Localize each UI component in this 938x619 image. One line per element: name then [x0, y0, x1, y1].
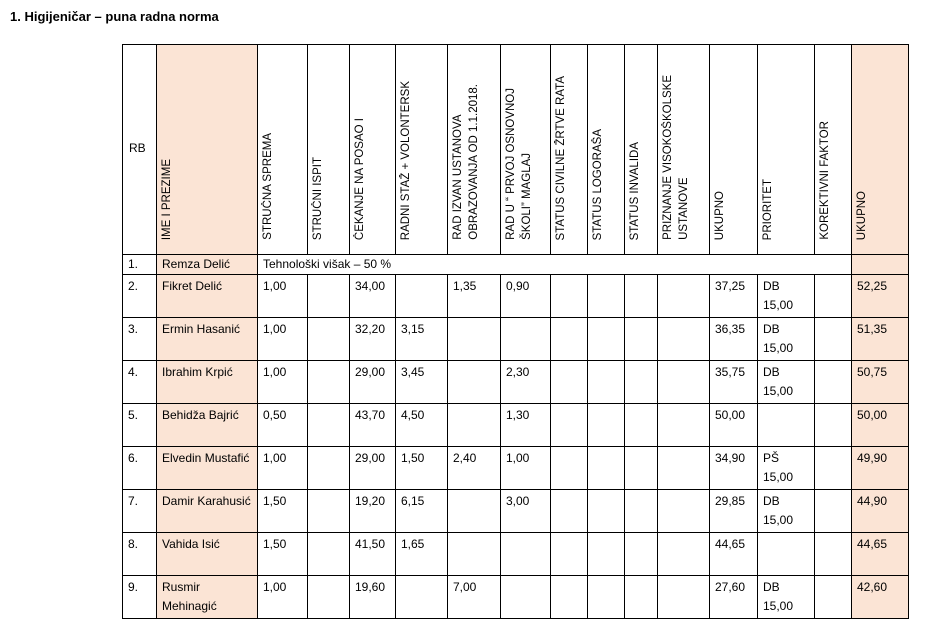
table-cell	[588, 576, 625, 619]
column-header-label: STATUS CIVILNE ŽRTVE RATA	[555, 75, 567, 240]
row-number: 6.	[123, 447, 157, 490]
row-number: 7.	[123, 490, 157, 533]
table-cell: 41,50	[350, 533, 396, 576]
table-cell	[625, 576, 658, 619]
table-cell	[815, 447, 852, 490]
table-cell: 27,60	[710, 576, 758, 619]
column-header	[815, 45, 852, 255]
table-cell	[625, 275, 658, 318]
column-header	[758, 45, 815, 255]
table-row	[123, 533, 909, 576]
table-cell	[308, 490, 350, 533]
table-cell: 29,00	[350, 447, 396, 490]
column-header	[350, 45, 396, 255]
column-header	[710, 45, 758, 255]
table-cell: 43,70	[350, 404, 396, 447]
table-cell	[448, 490, 501, 533]
table-cell: 1,00	[258, 275, 308, 318]
table-cell: PŠ 15,00	[758, 447, 815, 490]
table-row	[123, 318, 909, 361]
table-cell: 3,00	[501, 490, 551, 533]
table-cell: 37,25	[710, 275, 758, 318]
table-cell: 50,00	[710, 404, 758, 447]
table-cell	[308, 447, 350, 490]
table-cell	[396, 275, 448, 318]
ranking-table	[122, 44, 909, 619]
table-cell	[758, 404, 815, 447]
table-cell	[815, 361, 852, 404]
table-cell: 29,00	[350, 361, 396, 404]
table-cell: 32,20	[350, 318, 396, 361]
table-cell: 35,75	[710, 361, 758, 404]
table-cell: 1,50	[258, 490, 308, 533]
column-header-label: IME I PREZIME	[161, 158, 173, 240]
table-cell	[625, 361, 658, 404]
column-header	[157, 45, 258, 255]
employee-name: Damir Karahusić	[157, 490, 258, 533]
table-cell	[625, 404, 658, 447]
table-cell	[396, 576, 448, 619]
column-header-label: RAD IZVAN USTANOVA OBRAZOVANJA OD 1.1.2018.	[452, 84, 480, 240]
column-header-label: UKUPNO	[714, 190, 726, 240]
table-cell: DB 15,00	[758, 361, 815, 404]
total-cell: 44,90	[852, 490, 909, 533]
column-header-label: PRIZNANJE VISOKOŠKOLSKE USTANOVE	[662, 75, 690, 240]
table-cell	[658, 447, 710, 490]
table-cell: 34,00	[350, 275, 396, 318]
table-cell	[815, 404, 852, 447]
table-cell: DB 15,00	[758, 275, 815, 318]
table-cell: 1,00	[501, 447, 551, 490]
column-header	[625, 45, 658, 255]
employee-name: Ermin Hasanić	[157, 318, 258, 361]
table-cell: 1,00	[258, 576, 308, 619]
employee-name: Fikret Delić	[157, 275, 258, 318]
table-cell: 1,50	[258, 533, 308, 576]
table-cell: 6,15	[396, 490, 448, 533]
table-cell	[815, 318, 852, 361]
table-cell: 1,00	[258, 447, 308, 490]
row-number: 1.	[123, 255, 157, 275]
table-cell	[308, 361, 350, 404]
table-cell	[551, 404, 588, 447]
table-cell	[625, 533, 658, 576]
table-cell	[658, 576, 710, 619]
column-header: RB	[123, 45, 157, 255]
table-cell	[551, 490, 588, 533]
table-cell	[658, 404, 710, 447]
table-cell: 0,90	[501, 275, 551, 318]
total-cell: 50,75	[852, 361, 909, 404]
column-header-label: STRUČNA SPREMA	[262, 133, 274, 240]
column-header	[258, 45, 308, 255]
row-note: Tehnološki višak – 50 %	[258, 255, 852, 275]
column-header	[658, 45, 710, 255]
row-number: 9.	[123, 576, 157, 619]
table-cell	[448, 318, 501, 361]
table-cell	[588, 318, 625, 361]
table-cell: 1,00	[258, 318, 308, 361]
table-cell	[588, 447, 625, 490]
table-cell: 3,45	[396, 361, 448, 404]
table-cell	[625, 447, 658, 490]
total-cell	[852, 255, 909, 275]
table-cell	[308, 404, 350, 447]
table-cell	[501, 533, 551, 576]
column-header	[396, 45, 448, 255]
table-cell: 2,40	[448, 447, 501, 490]
table-cell	[308, 576, 350, 619]
table-cell	[308, 533, 350, 576]
table-cell	[625, 490, 658, 533]
table-cell	[308, 318, 350, 361]
table-cell: 2,30	[501, 361, 551, 404]
table-cell	[448, 404, 501, 447]
table-row	[123, 447, 909, 490]
table-cell	[588, 533, 625, 576]
column-header-label: RADNI STAŽ + VOLONTERSK	[400, 80, 412, 240]
column-header	[448, 45, 501, 255]
total-cell: 49,90	[852, 447, 909, 490]
table-cell	[551, 275, 588, 318]
table-cell	[448, 533, 501, 576]
table-cell	[815, 275, 852, 318]
row-number: 3.	[123, 318, 157, 361]
row-number: 8.	[123, 533, 157, 576]
column-header-label: KOREKTIVNI FAKTOR	[819, 121, 831, 240]
table-row	[123, 576, 909, 619]
table-cell: 7,00	[448, 576, 501, 619]
table-cell	[588, 404, 625, 447]
column-header-label: RAD U “ PRVOJ OSNOVNOJ ŠKOLI” MAGLAJ	[505, 88, 533, 240]
column-header-label: PRIORITET	[762, 178, 774, 240]
column-header-label: ČEKANJE NA POSAO I	[354, 117, 366, 240]
column-header	[588, 45, 625, 255]
table-cell	[815, 490, 852, 533]
employee-name: Vahida Isić	[157, 533, 258, 576]
total-cell: 51,35	[852, 318, 909, 361]
table-cell	[758, 533, 815, 576]
total-cell: 52,25	[852, 275, 909, 318]
table-row	[123, 404, 909, 447]
table-cell	[588, 361, 625, 404]
total-cell: 44,65	[852, 533, 909, 576]
table-cell: 1,35	[448, 275, 501, 318]
table-cell: 44,65	[710, 533, 758, 576]
row-number: 2.	[123, 275, 157, 318]
row-number: 5.	[123, 404, 157, 447]
table-cell	[588, 490, 625, 533]
table-cell	[448, 361, 501, 404]
row-number: 4.	[123, 361, 157, 404]
table-cell	[551, 533, 588, 576]
column-header-label: STATUS LOGORAŠA	[592, 128, 604, 240]
table-row	[123, 255, 909, 275]
table-cell: 3,15	[396, 318, 448, 361]
column-header-label: UKUPNO	[856, 190, 868, 240]
employee-name: Ibrahim Krpić	[157, 361, 258, 404]
table-row	[123, 275, 909, 318]
column-header	[501, 45, 551, 255]
table-cell: 29,85	[710, 490, 758, 533]
table-cell: 19,20	[350, 490, 396, 533]
employee-name: Rusmir Mehinagić	[157, 576, 258, 619]
table-cell	[815, 533, 852, 576]
table-cell	[551, 361, 588, 404]
column-header	[551, 45, 588, 255]
table-cell: 1,65	[396, 533, 448, 576]
header-row	[123, 45, 909, 255]
table-row	[123, 361, 909, 404]
employee-name: Remza Delić	[157, 255, 258, 275]
employee-name: Elvedin Mustafić	[157, 447, 258, 490]
total-cell: 42,60	[852, 576, 909, 619]
employee-name: Behidža Bajrić	[157, 404, 258, 447]
column-header-label: STRUČNI ISPIT	[312, 156, 324, 240]
column-header-label: STATUS INVALIDA	[629, 141, 641, 240]
page-heading: 1. Higijeničar – puna radna norma	[10, 9, 219, 24]
table-cell: 4,50	[396, 404, 448, 447]
table-cell	[658, 361, 710, 404]
table-cell	[658, 533, 710, 576]
table-cell: 36,35	[710, 318, 758, 361]
table-cell: 1,50	[396, 447, 448, 490]
table-row	[123, 490, 909, 533]
table-cell	[815, 576, 852, 619]
table-cell	[658, 490, 710, 533]
table-cell	[551, 576, 588, 619]
table-cell	[501, 318, 551, 361]
table-cell: 1,00	[258, 361, 308, 404]
table-cell: 0,50	[258, 404, 308, 447]
table-cell: 34,90	[710, 447, 758, 490]
table-cell: DB 15,00	[758, 318, 815, 361]
table-cell: 19,60	[350, 576, 396, 619]
table-cell: DB 15,00	[758, 576, 815, 619]
table-cell	[308, 275, 350, 318]
table-cell	[658, 275, 710, 318]
table-cell	[625, 318, 658, 361]
table-cell	[551, 318, 588, 361]
table-cell	[501, 576, 551, 619]
table-cell	[658, 318, 710, 361]
column-header	[308, 45, 350, 255]
table-cell: DB 15,00	[758, 490, 815, 533]
column-header	[852, 45, 909, 255]
table-cell	[588, 275, 625, 318]
total-cell: 50,00	[852, 404, 909, 447]
table-cell: 1,30	[501, 404, 551, 447]
table-cell	[551, 447, 588, 490]
